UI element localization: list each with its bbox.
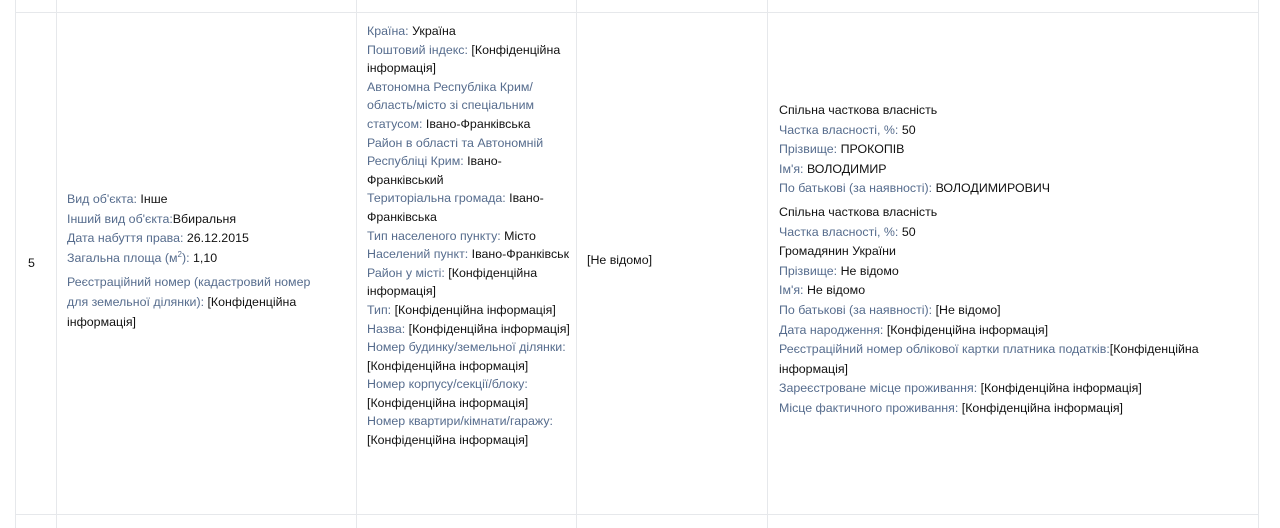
field-value: [Конфіденційна інформація] — [367, 42, 561, 76]
address-field — [367, 22, 577, 41]
field-label: Прізвище: — [779, 263, 838, 278]
owner-field — [779, 160, 1249, 180]
object-type: Вид об'єкта: Інше — [67, 192, 168, 206]
field-label: Місце фактичного проживання: — [779, 400, 959, 415]
field-label: Ім'я: — [779, 283, 804, 298]
field-label: Район в області та Автономній Республіці Крим: — [367, 135, 544, 169]
column-divider — [767, 0, 768, 528]
field-label: Прізвище: — [779, 142, 838, 157]
field-value: Івано-Франківська — [367, 191, 544, 224]
field-value: Не відомо — [840, 263, 899, 278]
field-value: 50 — [901, 122, 916, 137]
address-field — [367, 78, 577, 134]
field-label: Населений пункт: — [367, 247, 469, 262]
address-field — [367, 301, 577, 320]
field-label: Країна: — [367, 24, 409, 38]
owner-field — [779, 281, 1249, 301]
field-label: Автономна Республіка Крим/ область/місто зі спеціальним статусом: — [367, 79, 535, 131]
field-label: Район у місті: — [367, 265, 445, 280]
owners-cell — [779, 101, 1249, 419]
field-value: [Конфіденційна інформація] — [961, 400, 1124, 415]
value-cell: [Не відомо] — [587, 253, 653, 267]
column-divider — [356, 0, 357, 528]
field-value: [Конфіденційна інформація] — [367, 433, 529, 448]
field-label: Ім'я: — [779, 161, 804, 176]
field-label: Поштовий індекс: — [367, 42, 468, 57]
field-value: Місто — [504, 228, 536, 243]
citizenship: Громадянин України — [779, 244, 896, 259]
row-number: 5 — [28, 256, 35, 270]
field-value: Івано-Франківський — [367, 154, 502, 187]
address-field — [367, 338, 577, 375]
field-label: Тип населеного пункту: — [367, 228, 501, 243]
address-field — [367, 227, 577, 246]
field-label: Номер корпусу/секції/блоку: — [367, 377, 528, 392]
address-field — [367, 412, 577, 449]
field-label: Номер квартири/кімнати/гаражу: — [367, 414, 553, 429]
object-other-type: Інший вид об'єкта:Вбиральня — [67, 211, 237, 226]
field-label: По батькові (за наявності): — [779, 302, 933, 317]
field-value: [Конфіденційна інформація] — [980, 381, 1142, 396]
ownership-type: Спільна часткова власність — [779, 103, 938, 117]
field-label: Зареєстроване місце проживання: — [779, 381, 978, 396]
field-value: [Конфіденційна інформація] — [367, 395, 529, 410]
owner-fields — [779, 121, 1249, 199]
field-label: Дата народження: — [779, 322, 884, 337]
owner-field — [779, 340, 1249, 379]
owner-fields — [779, 262, 1249, 419]
row-top-border — [16, 12, 1258, 13]
address-field — [367, 245, 577, 264]
owner-field — [779, 179, 1249, 199]
field-value: [Конфіденційна інформація] — [408, 321, 570, 336]
field-value: ПРОКОПІВ — [840, 142, 905, 157]
owner-field — [779, 223, 1249, 243]
total-area: Загальна площа $(м^2)$: 1,10 — [67, 249, 218, 265]
field-label: Номер будинку/земельної ділянки: — [367, 340, 566, 355]
field-label: По батькові (за наявності): — [779, 181, 933, 196]
field-label: Частка власності, %: — [779, 122, 899, 137]
field-label: Реєстраційний номер облікової картки платника податків: — [779, 342, 1110, 357]
field-value: [Конфіденційна інформація] — [886, 322, 1049, 337]
field-value: Не відомо — [806, 283, 866, 298]
owner-field — [779, 140, 1249, 160]
field-value: [Конфіденційна інформація] — [779, 342, 1199, 376]
field-value: Україна — [412, 24, 456, 38]
declaration-table — [15, 0, 1259, 528]
right-acquired-date: Дата набуття права: 26.12.2015 — [67, 231, 249, 246]
owner-field — [779, 379, 1249, 399]
ownership-type: Спільна часткова власність — [779, 204, 938, 219]
owner-1 — [779, 101, 1249, 199]
owner-field — [779, 121, 1249, 141]
object-info-cell — [67, 190, 322, 332]
address-field — [367, 134, 577, 190]
field-value: ВОЛОДИМИРОВИЧ — [935, 181, 1051, 196]
address-field — [367, 189, 577, 226]
field-label: Частка власності, %: — [779, 224, 899, 239]
address-field — [367, 375, 577, 412]
field-value: [Конфіденційна інформація] — [367, 265, 538, 299]
row-bottom-border — [16, 514, 1258, 515]
address-field — [367, 41, 577, 78]
address-cell — [367, 22, 577, 450]
address-field — [367, 320, 577, 339]
field-label: Назва: — [367, 321, 406, 336]
column-divider — [56, 0, 57, 528]
field-value: Івано-Франківська — [425, 116, 531, 131]
field-label: Тип: — [367, 302, 392, 317]
field-value: [Не відомо] — [935, 302, 1001, 317]
address-field — [367, 264, 577, 301]
field-label: Територіальна громада: — [367, 191, 506, 206]
field-value: [Конфіденційна інформація] — [394, 302, 556, 317]
owner-2 — [779, 203, 1249, 419]
registration-number: Реєстраційний номер (кадастровий номер для земельної ділянки): [Конфіденційна інформація] — [67, 275, 311, 329]
field-value: ВОЛОДИМИР — [806, 161, 887, 176]
owner-field — [779, 399, 1249, 419]
field-value: [Конфіденційна інформація] — [367, 358, 529, 373]
owner-field — [779, 321, 1249, 341]
owner-fields — [779, 223, 1249, 243]
field-value: 50 — [901, 224, 916, 239]
owner-field — [779, 301, 1249, 321]
owner-field — [779, 262, 1249, 282]
field-value: Івано-Франківськ — [471, 247, 570, 262]
